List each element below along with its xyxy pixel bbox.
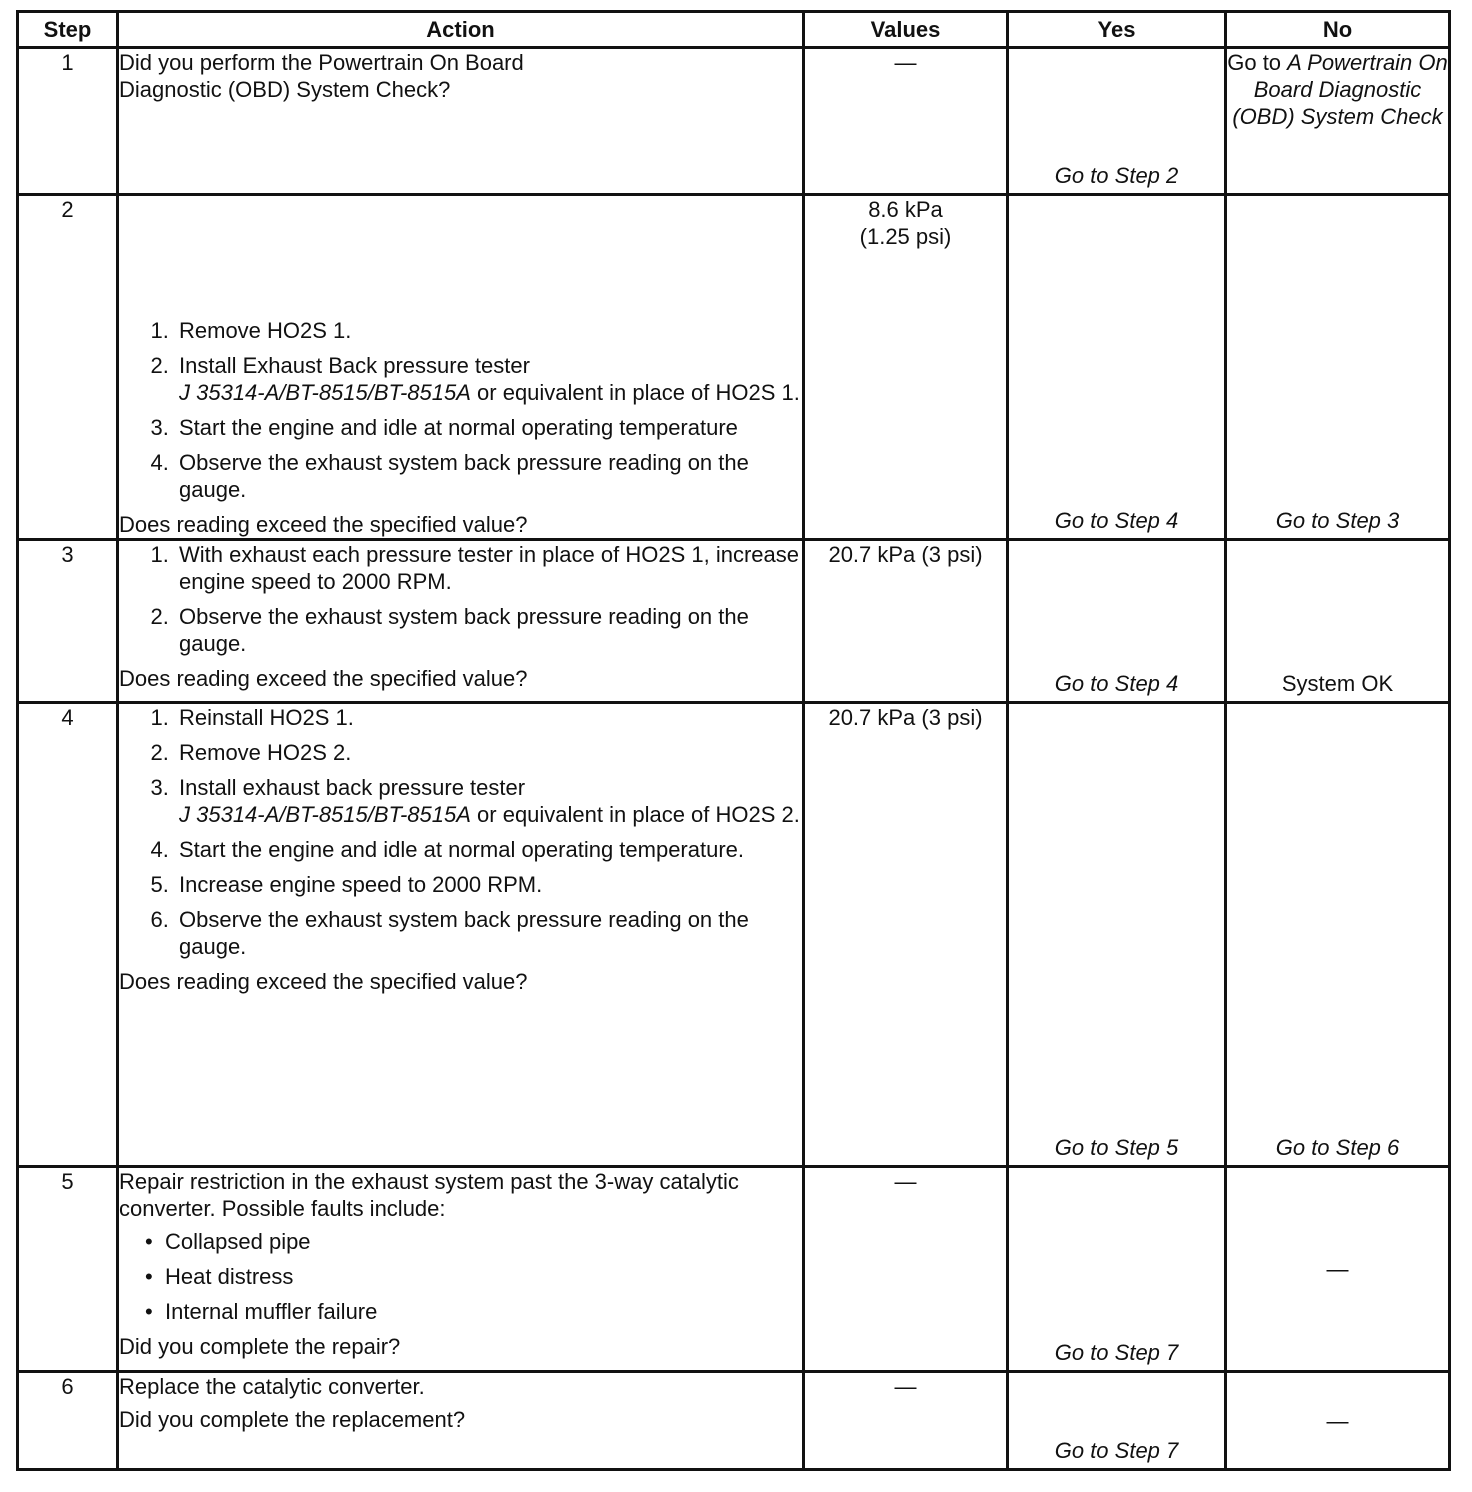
no-cell [1226,48,1450,195]
list-item: • Internal muffler failure [165,1298,802,1325]
action-cell [118,195,804,540]
action-step [175,352,802,406]
yes-cell [1008,1167,1226,1372]
no-prefix: Go to [1227,50,1282,75]
tool-suffix: or equivalent in place of HO2S 2. [470,802,800,827]
no-cell [1226,195,1450,540]
action-step: 1. Remove HO2S 1. [175,317,802,344]
no-cell [1226,1372,1450,1470]
action-steps [119,541,802,657]
yes-link[interactable]: Go to Step 5 [1054,1135,1179,1160]
table-row [18,1372,1450,1470]
action-cell [118,540,804,703]
value-cell: 20.7 kPa (3 psi) [804,703,1008,1167]
action-text: Did you perform the Powertrain On Board [119,50,524,75]
yes-link[interactable]: Go to Step 7 [1054,1340,1179,1365]
step-number: 3 [18,540,118,703]
action-question: Does reading exceed the specified value? [119,666,528,691]
action-step-text: Install Exhaust Back pressure tester [179,353,530,378]
yes-link[interactable]: Go to Step 4 [1054,508,1179,533]
action-text: Repair restriction in the exhaust system past the 3-way catalytic converter. Possible faults include: [119,1169,739,1221]
no-result: — [1326,1408,1349,1433]
action-question: Does reading exceed the specified value? [119,969,528,994]
yes-link[interactable]: Go to Step 2 [1054,163,1179,188]
header-no: No [1226,12,1450,48]
action-question: Did you complete the replacement? [119,1407,466,1432]
header-action: Action [118,12,804,48]
header-row [18,12,1450,48]
action-step-text: Install exhaust back pressure tester [179,775,526,800]
action-step: 2. Observe the exhaust system back pressure reading on the gauge. [175,603,802,657]
yes-cell [1008,195,1226,540]
no-link[interactable]: A Powertrain On Board Diagnostic (OBD) System Check [1232,50,1448,129]
yes-cell [1008,540,1226,703]
yes-cell [1008,48,1226,195]
action-text: Diagnostic (OBD) System Check? [119,77,451,102]
value-cell: — [804,1167,1008,1372]
table-row [18,540,1450,703]
action-steps [119,704,802,960]
tool-suffix: or equivalent in place of HO2S 1. [470,380,800,405]
action-step: 1. Reinstall HO2S 1. [175,704,802,731]
table-row [18,703,1450,1167]
diagnostic-table [16,10,1451,1471]
tool-number: J 35314-A/BT-8515/BT-8515A [179,380,471,405]
action-step [175,774,802,828]
step-number: 6 [18,1372,118,1470]
no-result: System OK [1281,671,1394,696]
step-number: 4 [18,703,118,1167]
action-cell [118,48,804,195]
yes-cell [1008,703,1226,1167]
step-number: 5 [18,1167,118,1372]
value-text: 8.6 kPa [868,197,943,222]
action-step: 2. Remove HO2S 2. [175,739,802,766]
step-number: 1 [18,48,118,195]
yes-link[interactable]: Go to Step 7 [1054,1438,1179,1463]
diagnostic-table-container [16,10,1448,1471]
header-yes: Yes [1008,12,1226,48]
no-result: — [1326,1256,1349,1282]
list-item: • Collapsed pipe [165,1228,802,1255]
value-cell: — [804,1372,1008,1470]
no-link[interactable]: Go to Step 3 [1275,508,1400,533]
table-row [18,195,1450,540]
header-values: Values [804,12,1008,48]
yes-cell [1008,1372,1226,1470]
action-step: 1. With exhaust each pressure tester in place of HO2S 1, increase engine speed to 2000 RPM. [175,541,802,595]
action-text: Replace the catalytic converter. [119,1374,425,1399]
action-cell [118,703,804,1167]
action-step: 4. Start the engine and idle at normal operating temperature. [175,836,802,863]
value-cell: 20.7 kPa (3 psi) [804,540,1008,703]
fault-list [119,1228,802,1325]
action-question: Did you complete the repair? [119,1334,401,1359]
no-cell [1226,1167,1450,1372]
table-row [18,1167,1450,1372]
action-step: 3. Start the engine and idle at normal operating temperature [175,414,802,441]
action-step: 4. Observe the exhaust system back pressure reading on the gauge. [175,449,802,503]
no-cell [1226,540,1450,703]
value-text: (1.25 psi) [859,224,952,249]
no-cell [1226,703,1450,1167]
no-link[interactable]: Go to Step 6 [1275,1135,1400,1160]
value-cell [804,195,1008,540]
header-step: Step [18,12,118,48]
action-step: 6. Observe the exhaust system back pressure reading on the gauge. [175,906,802,960]
tool-number: J 35314-A/BT-8515/BT-8515A [179,802,471,827]
action-question: Does reading exceed the specified value? [119,512,528,537]
action-step: 5. Increase engine speed to 2000 RPM. [175,871,802,898]
step-number: 2 [18,195,118,540]
action-steps [119,317,802,503]
table-row [18,48,1450,195]
list-item: • Heat distress [165,1263,802,1290]
yes-link[interactable]: Go to Step 4 [1054,671,1179,696]
action-cell [118,1372,804,1470]
value-cell: — [804,48,1008,195]
action-cell [118,1167,804,1372]
